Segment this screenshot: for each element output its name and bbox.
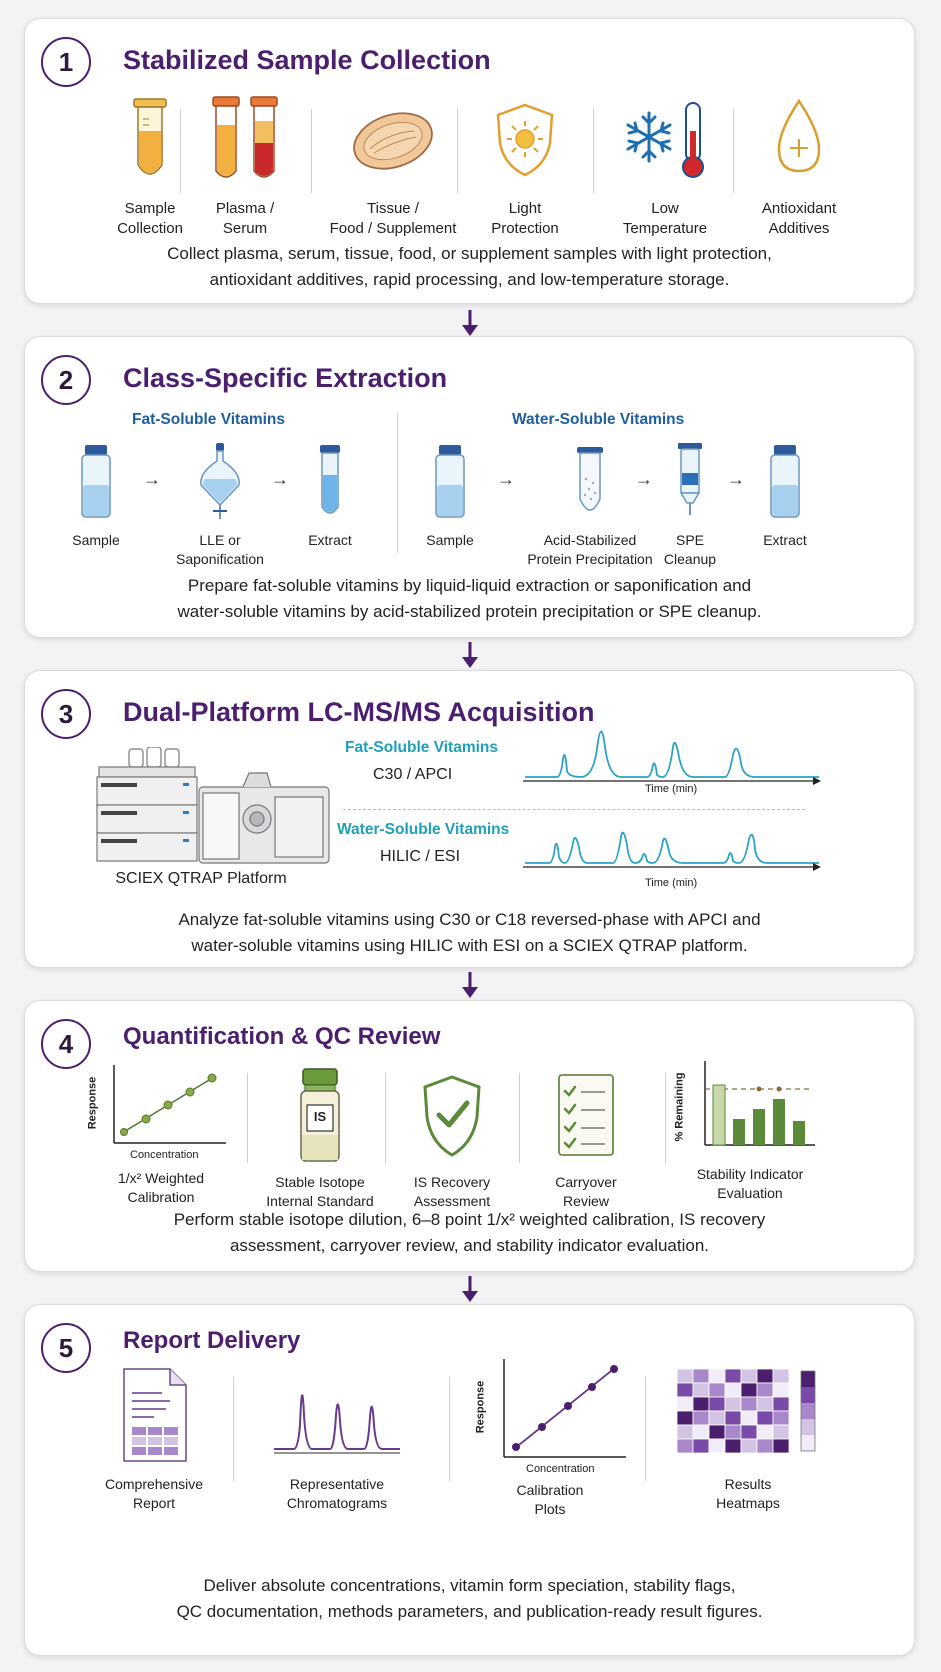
separatory-funnel-icon xyxy=(193,441,247,521)
heatmap-cell xyxy=(741,1411,757,1425)
item-calibration-plots xyxy=(465,1353,635,1519)
item-label: Plasma / Serum xyxy=(215,200,275,237)
item-calibration xyxy=(81,1061,241,1207)
step-description: Prepare fat-soluble vitamins by liquid-liquid extraction or saponification and water-soluble vitamins by acid-stabilized protein precipitation or SPE cleanup. xyxy=(177,576,762,621)
drop-plus-icon xyxy=(769,91,829,187)
tube-icon xyxy=(315,441,345,521)
divider xyxy=(233,1377,234,1481)
report-document-icon xyxy=(114,1365,194,1465)
flow-arrow-down-icon xyxy=(455,640,485,670)
item-tissue xyxy=(318,91,468,239)
chromatogram-water-icon xyxy=(523,797,823,887)
step-title: Stabilized Sample Collection xyxy=(123,45,491,75)
trace-method-fat: C30 / APCI xyxy=(373,766,453,783)
step-title: Report Delivery xyxy=(123,1327,301,1354)
item-label: Stability Indicator Evaluation xyxy=(696,1166,804,1201)
trace-method-water: HILIC / ESI xyxy=(380,848,461,865)
heatmap-cell xyxy=(693,1397,709,1411)
divider xyxy=(645,1377,646,1481)
heatmap-cell xyxy=(725,1369,741,1383)
arrow-right: → xyxy=(497,469,515,489)
arrow-right: → xyxy=(143,469,161,489)
step-title: Dual-Platform LC-MS/MS Acquisition xyxy=(123,697,595,727)
item-antioxidant xyxy=(739,91,859,239)
heatmap-cell xyxy=(773,1411,789,1425)
divider xyxy=(385,1073,386,1163)
divider xyxy=(519,1073,520,1163)
fat-soluble-heading: Fat-Soluble Vitamins xyxy=(132,411,286,428)
step-1-card xyxy=(24,18,915,304)
step-number: 3 xyxy=(41,689,91,739)
heatmap-cell xyxy=(741,1439,757,1453)
heatmap-cell xyxy=(741,1383,757,1397)
item-plasma-serum xyxy=(190,91,300,239)
divider xyxy=(457,109,458,193)
y-axis-label: Response xyxy=(86,1076,99,1130)
vial-icon xyxy=(432,441,468,521)
snowflake-thermometer-icon xyxy=(617,91,713,187)
heatmap-cell xyxy=(773,1397,789,1411)
item-label: Results Heatmaps xyxy=(716,1476,780,1511)
heatmap-cell xyxy=(677,1383,693,1397)
heatmap-cell xyxy=(693,1425,709,1439)
heatmap-cell xyxy=(709,1411,725,1425)
heatmap-cell xyxy=(693,1369,709,1383)
step-title: Class-Specific Extraction xyxy=(123,363,448,393)
platform-label: SCIEX QTRAP Platform xyxy=(115,870,287,887)
heatmap-cell xyxy=(741,1369,757,1383)
lcms-instrument-icon xyxy=(91,747,341,867)
time-axis-label: Time (min) xyxy=(645,783,698,795)
time-axis-label: Time (min) xyxy=(645,877,698,889)
divider xyxy=(311,109,312,193)
item-label: IS Recovery Assessment xyxy=(413,1174,491,1209)
flow-arrow-down-icon xyxy=(455,1274,485,1304)
bar-chart-icon xyxy=(675,1057,825,1165)
chromatogram-icon xyxy=(272,1365,402,1465)
heatmap-cell xyxy=(757,1383,773,1397)
heatmap-cell xyxy=(757,1369,773,1383)
spe-cartridge-icon xyxy=(673,441,707,521)
step-2-card xyxy=(24,336,915,638)
step-description: Perform stable isotope dilution, 6–8 point 1/x² weighted calibration, IS recovery assessment, carryover review, and stability indicator evaluation. xyxy=(173,1210,766,1255)
sample-tube-icon xyxy=(125,91,175,187)
step-description: Collect plasma, serum, tissue, food, or supplement samples with light protection, antioxidant additives, rapid processing, and low-temperature storage. xyxy=(167,244,772,289)
item-label: Carryover Review xyxy=(555,1174,617,1209)
arrow-right: → xyxy=(271,469,289,489)
step-number: 5 xyxy=(41,1323,91,1373)
calibration-plot-icon xyxy=(470,1353,630,1479)
divider xyxy=(733,109,734,193)
y-axis-label: Response xyxy=(474,1380,487,1434)
trace-heading-fat: Fat-Soluble Vitamins xyxy=(345,739,499,756)
divider xyxy=(247,1073,248,1163)
flow-arrow-down-icon xyxy=(455,308,485,338)
heatmap-cell xyxy=(773,1383,789,1397)
divider xyxy=(180,109,181,193)
heatmap-cell xyxy=(677,1425,693,1439)
item-label: Low Temperature xyxy=(622,200,708,237)
arrow-right: → xyxy=(635,469,653,489)
divider xyxy=(593,109,594,193)
step-number: 1 xyxy=(41,37,91,87)
heatmap-cell xyxy=(709,1425,725,1439)
heatmap-cell xyxy=(757,1397,773,1411)
check-shield-icon xyxy=(417,1065,487,1165)
item-label: Antioxidant Additives xyxy=(761,200,837,237)
item-stability xyxy=(670,1057,830,1203)
heatmap-cell xyxy=(757,1439,773,1453)
step-description: Analyze fat-soluble vitamins using C30 or C18 reversed-phase with APCI and water-soluble vitamins using HILIC with ESI on a SCIEX QTRAP platform. xyxy=(178,910,761,955)
step-number: 4 xyxy=(41,1019,91,1069)
divider xyxy=(665,1073,666,1163)
vial-icon xyxy=(767,441,803,521)
water-extract xyxy=(750,441,820,550)
fat-lle xyxy=(165,441,275,569)
arrow-right: → xyxy=(727,469,745,489)
heatmap-cell xyxy=(725,1397,741,1411)
item-label: Extract xyxy=(308,532,352,548)
item-is-recovery xyxy=(387,1065,517,1211)
tissue-icon xyxy=(348,91,438,187)
heatmap-cell xyxy=(757,1425,773,1439)
item-low-temperature xyxy=(605,91,725,239)
heatmap-cell xyxy=(709,1397,725,1411)
heatmap-cell xyxy=(773,1439,789,1453)
heatmap-cell xyxy=(725,1411,741,1425)
water-spe xyxy=(655,441,725,569)
divider xyxy=(397,413,398,553)
item-label: Sample xyxy=(72,532,120,548)
heatmap-cell xyxy=(709,1439,725,1453)
item-light-protection xyxy=(470,91,580,239)
is-text: IS xyxy=(313,1109,327,1124)
water-sample xyxy=(415,441,485,550)
item-label: Representative Chromatograms xyxy=(286,1476,388,1511)
heatmap-cell xyxy=(677,1439,693,1453)
item-label: Stable Isotope Internal Standard xyxy=(266,1174,374,1209)
step-number: 2 xyxy=(41,355,91,405)
item-label: Acid-Stabilized Protein Precipitation xyxy=(527,532,653,567)
heatmap-cell xyxy=(709,1369,725,1383)
heatmap-cell xyxy=(741,1397,757,1411)
fat-extract xyxy=(295,441,365,550)
x-axis-label: Concentration xyxy=(526,1463,595,1475)
item-label: 1/x² Weighted Calibration xyxy=(117,1170,205,1205)
item-label: Extract xyxy=(763,532,807,548)
heatmap-icon xyxy=(673,1365,823,1465)
item-label: Calibration Plots xyxy=(516,1482,584,1517)
sun-shield-icon xyxy=(490,91,560,187)
fat-sample xyxy=(61,441,131,550)
heatmap-cell xyxy=(773,1369,789,1383)
item-label: SPE Cleanup xyxy=(663,532,717,567)
heatmap-cell xyxy=(693,1411,709,1425)
item-label: Comprehensive Report xyxy=(104,1476,204,1511)
step-3-card xyxy=(24,670,915,968)
y-axis-label: % Remaining xyxy=(673,1072,686,1142)
blood-tubes-icon xyxy=(207,91,283,187)
item-report xyxy=(89,1365,219,1513)
vial-icon xyxy=(78,441,114,521)
water-precipitation xyxy=(515,441,665,569)
item-label: Light Protection xyxy=(491,200,559,237)
precipitation-tube-icon xyxy=(573,441,607,521)
heatmap-cell xyxy=(725,1425,741,1439)
heatmap-cell xyxy=(677,1411,693,1425)
item-label: Sample xyxy=(426,532,474,548)
item-label: Sample Collection xyxy=(117,200,183,237)
water-soluble-heading: Water-Soluble Vitamins xyxy=(512,411,685,428)
step-description: Deliver absolute concentrations, vitamin form speciation, stability flags, QC documentation, methods parameters, and publication-ready result figures. xyxy=(176,1576,763,1621)
item-heatmap xyxy=(653,1365,843,1513)
heatmap-cell xyxy=(693,1439,709,1453)
step-5-card xyxy=(24,1304,915,1656)
heatmap-cell xyxy=(725,1439,741,1453)
x-axis-label: Concentration xyxy=(130,1149,199,1161)
checklist-icon xyxy=(551,1065,621,1165)
item-carryover xyxy=(521,1065,651,1211)
heatmap-cell xyxy=(709,1383,725,1397)
step-title: Quantification & QC Review xyxy=(123,1023,441,1050)
item-label: Tissue / Food / Supplement xyxy=(329,200,457,237)
heatmap-cell xyxy=(725,1383,741,1397)
flow-arrow-down-icon xyxy=(455,970,485,1000)
heatmap-cell xyxy=(693,1383,709,1397)
item-internal-standard xyxy=(255,1065,385,1211)
heatmap-cell xyxy=(741,1425,757,1439)
item-label: LLE or Saponification xyxy=(176,532,264,567)
item-chromatograms xyxy=(257,1365,417,1513)
divider xyxy=(449,1377,450,1481)
trace-heading-water: Water-Soluble Vitamins xyxy=(337,821,510,838)
heatmap-cell xyxy=(757,1411,773,1425)
heatmap-cell xyxy=(677,1369,693,1383)
heatmap-cell xyxy=(677,1397,693,1411)
step-4-card xyxy=(24,1000,915,1272)
heatmap-cell xyxy=(773,1425,789,1439)
